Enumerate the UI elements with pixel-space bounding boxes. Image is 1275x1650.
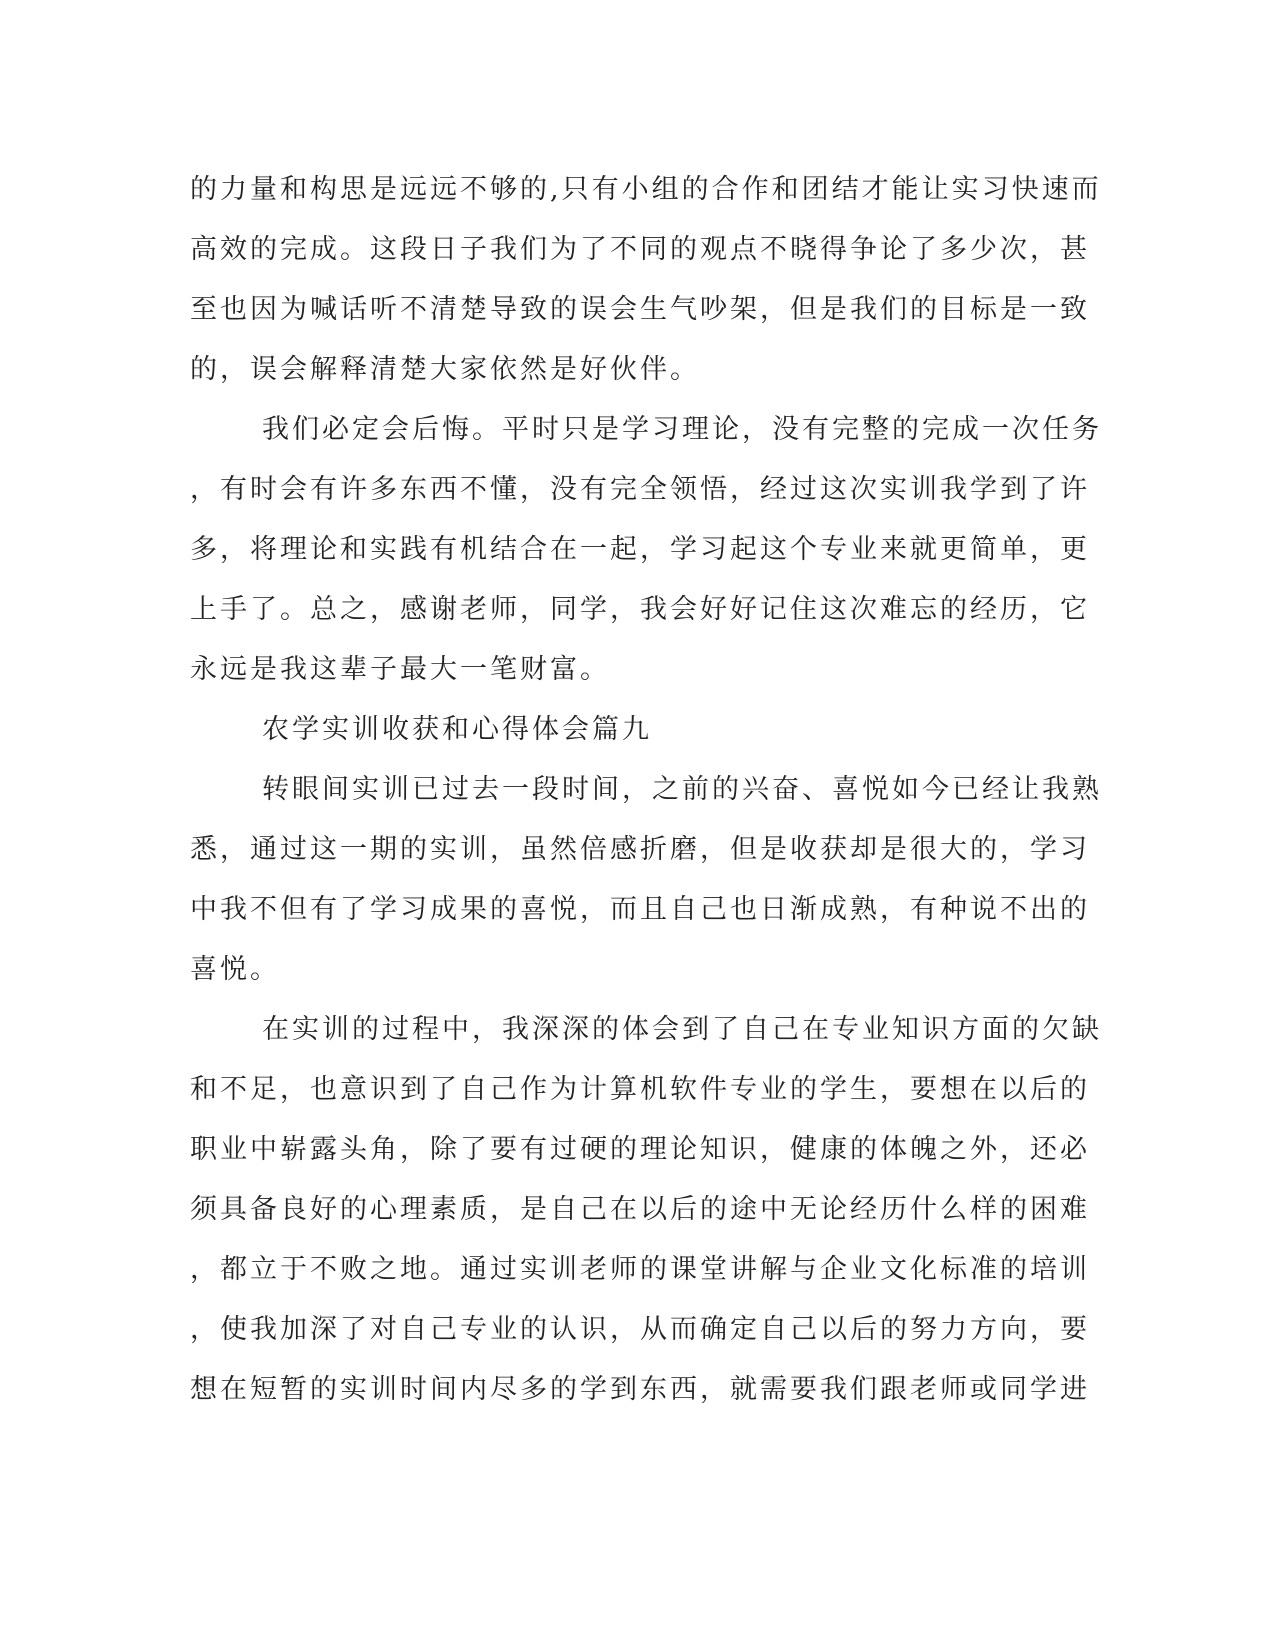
text-line: 和不足，也意识到了自己作为计算机软件专业的学生，要想在以后的 — [190, 1074, 1090, 1105]
text-line: 中我不但有了学习成果的喜悦，而且自己也日渐成熟，有种说不出的 — [190, 894, 1090, 925]
text-line: ，有时会有许多东西不懂，没有完全领悟，经过这次实训我学到了许 — [190, 474, 1090, 505]
text-line: 上手了。总之，感谢老师，同学，我会好好记住这次难忘的经历，它 — [190, 594, 1090, 625]
section-heading: 农学实训收获和心得体会篇九 — [262, 714, 652, 745]
text-line: 的，误会解释清楚大家依然是好伙伴。 — [190, 354, 700, 385]
text-line: 多，将理论和实践有机结合在一起，学习起这个专业来就更简单，更 — [190, 534, 1090, 565]
text-line: 悉，通过这一期的实训，虽然倍感折磨，但是收获却是很大的，学习 — [190, 834, 1090, 865]
text-line: 须具备良好的心理素质，是自己在以后的途中无论经历什么样的困难 — [190, 1194, 1090, 1225]
text-line: 的力量和构思是远远不够的,只有小组的合作和团结才能让实习快速而 — [190, 174, 1102, 205]
text-line: 我们必定会后悔。平时只是学习理论，没有完整的完成一次任务 — [262, 414, 1102, 445]
text-line: 想在短暂的实训时间内尽多的学到东西，就需要我们跟老师或同学进 — [190, 1374, 1090, 1405]
text-line: 转眼间实训已过去一段时间，之前的兴奋、喜悦如今已经让我熟 — [262, 774, 1102, 805]
text-line: 至也因为喊话听不清楚导致的误会生气吵架，但是我们的目标是一致 — [190, 294, 1090, 325]
text-line: 喜悦。 — [190, 954, 280, 985]
text-line: 职业中崭露头角，除了要有过硬的理论知识，健康的体魄之外，还必 — [190, 1134, 1090, 1165]
text-line: 高效的完成。这段日子我们为了不同的观点不晓得争论了多少次，甚 — [190, 234, 1090, 265]
text-line: 在实训的过程中，我深深的体会到了自己在专业知识方面的欠缺 — [262, 1014, 1102, 1045]
text-line: ，使我加深了对自己专业的认识，从而确定自己以后的努力方向，要 — [190, 1314, 1090, 1345]
text-line: ，都立于不败之地。通过实训老师的课堂讲解与企业文化标准的培训 — [190, 1254, 1090, 1285]
document-body — [190, 160, 1102, 1420]
text-line: 永远是我这辈子最大一笔财富。 — [190, 654, 610, 685]
